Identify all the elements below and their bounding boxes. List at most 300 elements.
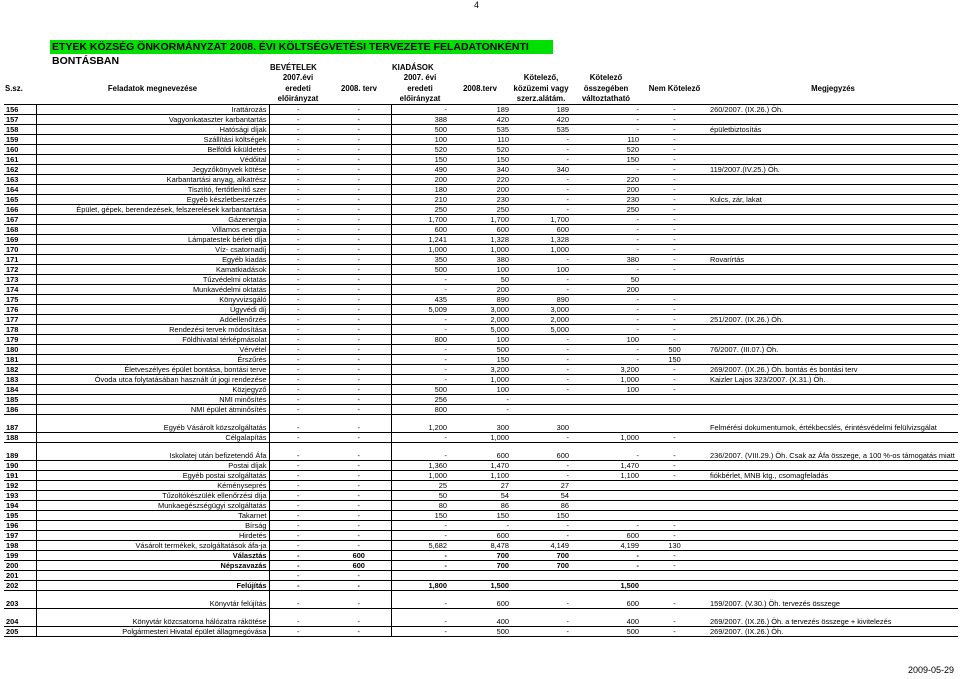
- kiad-eredeti: -: [391, 285, 449, 295]
- row-number: 201: [4, 571, 36, 581]
- row-number: 190: [4, 461, 36, 471]
- megjegyzes: [708, 265, 958, 275]
- table-row: [4, 491, 958, 501]
- row-name: Villamos energia: [36, 225, 269, 235]
- kozuzemi: [511, 405, 571, 415]
- nem-kotelezo: [641, 571, 708, 581]
- bev-terv: -: [327, 345, 391, 355]
- row-name: Bírság: [36, 521, 269, 531]
- row-name: Takarnet: [36, 511, 269, 521]
- header-kiadasok: KIADÁSOK: [392, 62, 434, 72]
- bev-eredeti: -: [269, 245, 327, 255]
- row-name: Könyvtár közcsatorna hálózatra rákötése: [36, 609, 269, 627]
- kozuzemi: -: [511, 461, 571, 471]
- row-name: Könyvtár felújítás: [36, 591, 269, 609]
- kozuzemi: [511, 571, 571, 581]
- bev-terv: -: [327, 571, 391, 581]
- bev-terv: -: [327, 175, 391, 185]
- row-number: 191: [4, 471, 36, 481]
- bev-eredeti: -: [269, 405, 327, 415]
- nem-kotelezo: -: [641, 115, 708, 125]
- kiad-terv: 380: [449, 255, 511, 265]
- megjegyzes: [708, 355, 958, 365]
- page-number: 4: [474, 0, 480, 10]
- kozuzemi: -: [511, 355, 571, 365]
- bev-eredeti: -: [269, 305, 327, 315]
- table-row: [4, 355, 958, 365]
- nem-kotelezo: -: [641, 521, 708, 531]
- kiad-eredeti: -: [391, 345, 449, 355]
- kozuzemi: -: [511, 335, 571, 345]
- osszegeben: 150: [571, 155, 641, 165]
- bev-eredeti: -: [269, 581, 327, 591]
- table-row: [4, 345, 958, 355]
- bev-terv: -: [327, 375, 391, 385]
- table-row: [4, 609, 958, 627]
- kiad-terv: 300: [449, 415, 511, 433]
- osszegeben: -: [571, 551, 641, 561]
- osszegeben: -: [571, 305, 641, 315]
- row-number: 164: [4, 185, 36, 195]
- kiad-eredeti: -: [391, 561, 449, 571]
- kozuzemi: -: [511, 365, 571, 375]
- bev-terv: -: [327, 115, 391, 125]
- bev-eredeti: -: [269, 255, 327, 265]
- header-kotelezo2: Kötelező: [589, 73, 623, 83]
- kiad-terv: 250: [449, 205, 511, 215]
- table-row: [4, 155, 958, 165]
- kozuzemi: -: [511, 255, 571, 265]
- megjegyzes: [708, 275, 958, 285]
- bev-terv: -: [327, 315, 391, 325]
- row-name: Könyvvizsgáló: [36, 295, 269, 305]
- bev-terv: -: [327, 335, 391, 345]
- osszegeben: -: [571, 165, 641, 175]
- bev-terv: 600: [327, 561, 391, 571]
- osszegeben: 3,200: [571, 365, 641, 375]
- bev-eredeti: -: [269, 355, 327, 365]
- header-bev-terv: 2008. terv: [341, 83, 377, 93]
- nem-kotelezo: -: [641, 145, 708, 155]
- osszegeben: -: [571, 105, 641, 115]
- header-nem-kotelezo: Nem Kötelező: [648, 83, 701, 93]
- kozuzemi: 100: [511, 265, 571, 275]
- bev-eredeti: -: [269, 591, 327, 609]
- kozuzemi: 5,000: [511, 325, 571, 335]
- nem-kotelezo: -: [641, 325, 708, 335]
- nem-kotelezo: 500: [641, 345, 708, 355]
- megjegyzes: [708, 205, 958, 215]
- nem-kotelezo: -: [641, 135, 708, 145]
- header-bevetelek: BEVÉTELEK: [270, 62, 317, 72]
- kiad-terv: 420: [449, 115, 511, 125]
- megjegyzes: [708, 581, 958, 591]
- kiad-terv: 1,500: [449, 581, 511, 591]
- table-row: [4, 627, 958, 637]
- table-row: [4, 265, 958, 275]
- megjegyzes: [708, 501, 958, 511]
- row-number: 187: [4, 415, 36, 433]
- table-row: [4, 385, 958, 395]
- table-row: [4, 541, 958, 551]
- bev-eredeti: -: [269, 105, 327, 115]
- kiad-terv: 400: [449, 609, 511, 627]
- osszegeben: -: [571, 265, 641, 275]
- row-name: Iskolatej után befizetendő Áfa: [36, 443, 269, 461]
- megjegyzes: [708, 541, 958, 551]
- megjegyzes: 269/2007. (IX.26.) Öh. bontás és bontási terv: [708, 365, 958, 375]
- megjegyzes: [708, 395, 958, 405]
- bev-terv: -: [327, 481, 391, 491]
- kiad-terv: 8,478: [449, 541, 511, 551]
- row-number: 160: [4, 145, 36, 155]
- bev-eredeti: -: [269, 433, 327, 443]
- nem-kotelezo: -: [641, 315, 708, 325]
- bev-terv: -: [327, 195, 391, 205]
- bev-eredeti: -: [269, 541, 327, 551]
- table-row: [4, 315, 958, 325]
- nem-kotelezo: -: [641, 245, 708, 255]
- row-name: Irattározás: [36, 105, 269, 115]
- header-bev-eredeti: eredeti: [285, 83, 311, 93]
- table-row: [4, 245, 958, 255]
- kozuzemi: -: [511, 135, 571, 145]
- header-kiad-eredeti: eredeti: [407, 83, 433, 93]
- bev-terv: -: [327, 541, 391, 551]
- row-number: 183: [4, 375, 36, 385]
- bev-terv: -: [327, 395, 391, 405]
- bev-terv: -: [327, 501, 391, 511]
- bev-eredeti: -: [269, 609, 327, 627]
- nem-kotelezo: [641, 405, 708, 415]
- kozuzemi: -: [511, 471, 571, 481]
- megjegyzes: [708, 225, 958, 235]
- bev-eredeti: -: [269, 571, 327, 581]
- kiad-eredeti: 600: [391, 225, 449, 235]
- osszegeben: 100: [571, 385, 641, 395]
- row-name: Egyéb Vásárolt közszolgáltatás: [36, 415, 269, 433]
- table-row: [4, 471, 958, 481]
- osszegeben: -: [571, 345, 641, 355]
- kiad-eredeti: 1,360: [391, 461, 449, 471]
- nem-kotelezo: -: [641, 365, 708, 375]
- bev-eredeti: -: [269, 551, 327, 561]
- header-bev-eloiranyzat: előirányzat: [269, 94, 327, 105]
- table-row: [4, 365, 958, 375]
- row-name: Célgalapítás: [36, 433, 269, 443]
- kozuzemi: -: [511, 175, 571, 185]
- kiad-eredeti: -: [391, 315, 449, 325]
- kiad-eredeti: 180: [391, 185, 449, 195]
- bev-eredeti: -: [269, 195, 327, 205]
- row-name: Karbantartási anyag, alkatrész: [36, 175, 269, 185]
- kiad-terv: -: [449, 521, 511, 531]
- megjegyzes: [708, 155, 958, 165]
- bev-eredeti: -: [269, 215, 327, 225]
- bev-terv: -: [327, 433, 391, 443]
- kiad-terv: 86: [449, 501, 511, 511]
- bev-terv: -: [327, 461, 391, 471]
- kozuzemi: -: [511, 345, 571, 355]
- row-name: Egyéb kiadás: [36, 255, 269, 265]
- row-number: 158: [4, 125, 36, 135]
- megjegyzes: [708, 511, 958, 521]
- kiad-eredeti: 1,000: [391, 471, 449, 481]
- kiad-terv: 100: [449, 265, 511, 275]
- osszegeben: -: [571, 295, 641, 305]
- kozuzemi: 54: [511, 491, 571, 501]
- bev-terv: -: [327, 443, 391, 461]
- row-name: Polgármesteri Hivatal épület állagmegóvása: [36, 627, 269, 637]
- megjegyzes: [708, 235, 958, 245]
- row-number: 198: [4, 541, 36, 551]
- row-name: Tűzvédelmi oktatás: [36, 275, 269, 285]
- kozuzemi: -: [511, 433, 571, 443]
- bev-eredeti: -: [269, 155, 327, 165]
- osszegeben: 520: [571, 145, 641, 155]
- kiad-eredeti: 256: [391, 395, 449, 405]
- bev-eredeti: -: [269, 461, 327, 471]
- row-name: Érszűrés: [36, 355, 269, 365]
- bev-eredeti: -: [269, 491, 327, 501]
- table-row: [4, 521, 958, 531]
- document-title: ETYEK KÖZSÉG ÖNKORMÁNYZAT 2008. ÉVI KÖLTSÉGVETÉSI TERVEZETE FELADATONKÉNTI BONTÁSBAN: [50, 40, 553, 54]
- bev-terv: -: [327, 145, 391, 155]
- kozuzemi: -: [511, 205, 571, 215]
- row-name: Adóellenőrzés: [36, 315, 269, 325]
- bev-eredeti: -: [269, 345, 327, 355]
- row-name: [36, 571, 269, 581]
- header-ssz: S.sz.: [5, 83, 23, 93]
- kiad-terv: 3,000: [449, 305, 511, 315]
- row-number: 169: [4, 235, 36, 245]
- nem-kotelezo: -: [641, 561, 708, 571]
- osszegeben: 400: [571, 609, 641, 627]
- kozuzemi: 700: [511, 551, 571, 561]
- nem-kotelezo: -: [641, 215, 708, 225]
- row-number: 171: [4, 255, 36, 265]
- bev-terv: 600: [327, 551, 391, 561]
- osszegeben: 500: [571, 627, 641, 637]
- kozuzemi: -: [511, 521, 571, 531]
- bev-eredeti: -: [269, 285, 327, 295]
- bev-eredeti: -: [269, 385, 327, 395]
- header-kiad-terv: 2008.terv: [463, 83, 497, 93]
- row-name: Egyéb postai szolgáltatás: [36, 471, 269, 481]
- nem-kotelezo: -: [641, 471, 708, 481]
- bev-terv: -: [327, 255, 391, 265]
- table-row: [4, 185, 958, 195]
- table-row: [4, 175, 958, 185]
- kiad-eredeti: 250: [391, 205, 449, 215]
- osszegeben: 200: [571, 185, 641, 195]
- osszegeben: [571, 405, 641, 415]
- header-bev-2007: 2007.évi: [282, 73, 314, 83]
- row-name: Vérvétel: [36, 345, 269, 355]
- bev-terv: -: [327, 405, 391, 415]
- megjegyzes: [708, 175, 958, 185]
- kiad-eredeti: 520: [391, 145, 449, 155]
- row-name: Rendezési tervek módosítása: [36, 325, 269, 335]
- row-number: 168: [4, 225, 36, 235]
- kozuzemi: 150: [511, 511, 571, 521]
- row-name: Óvoda utca folytatásában használt út jogi rendezése: [36, 375, 269, 385]
- osszegeben: -: [571, 125, 641, 135]
- table-row: [4, 305, 958, 315]
- row-name: Munkavédelmi oktatás: [36, 285, 269, 295]
- row-name: Népszavazás: [36, 561, 269, 571]
- table-row: [4, 295, 958, 305]
- bev-eredeti: -: [269, 225, 327, 235]
- megjegyzes: 159/2007. (V.30.) Öh. tervezés összege: [708, 591, 958, 609]
- kiad-terv: 150: [449, 355, 511, 365]
- kozuzemi: 300: [511, 415, 571, 433]
- bev-terv: -: [327, 521, 391, 531]
- bev-eredeti: -: [269, 627, 327, 637]
- bev-terv: -: [327, 491, 391, 501]
- header-szerz: szerz.alátám.: [511, 94, 571, 105]
- row-number: 205: [4, 627, 36, 637]
- kiad-terv: 50: [449, 275, 511, 285]
- table-row: [4, 395, 958, 405]
- row-name: Vagyonkataszter karbantartás: [36, 115, 269, 125]
- kiad-terv: 535: [449, 125, 511, 135]
- bev-eredeti: -: [269, 443, 327, 461]
- bev-terv: -: [327, 135, 391, 145]
- row-name: NMI minősítés: [36, 395, 269, 405]
- bev-eredeti: -: [269, 501, 327, 511]
- osszegeben: 1,500: [571, 581, 641, 591]
- row-number: 159: [4, 135, 36, 145]
- bev-terv: -: [327, 185, 391, 195]
- nem-kotelezo: [641, 481, 708, 491]
- megjegyzes: 76/2007. (III.07.) Öh.: [708, 345, 958, 355]
- nem-kotelezo: [641, 491, 708, 501]
- row-number: 204: [4, 609, 36, 627]
- megjegyzes: 260/2007. (IX.26.) Öh.: [708, 105, 958, 115]
- kozuzemi: 189: [511, 105, 571, 115]
- kiad-terv: 600: [449, 531, 511, 541]
- kiad-terv: 500: [449, 627, 511, 637]
- nem-kotelezo: -: [641, 265, 708, 275]
- osszegeben: -: [571, 561, 641, 571]
- osszegeben: -: [571, 235, 641, 245]
- table-row: [4, 415, 958, 433]
- megjegyzes: Kulcs, zár, lakat: [708, 195, 958, 205]
- table-row: [4, 443, 958, 461]
- bev-terv: -: [327, 511, 391, 521]
- kozuzemi: 700: [511, 561, 571, 571]
- kiad-terv: 110: [449, 135, 511, 145]
- bev-eredeti: -: [269, 295, 327, 305]
- nem-kotelezo: -: [641, 443, 708, 461]
- row-number: 162: [4, 165, 36, 175]
- osszegeben: 380: [571, 255, 641, 265]
- kiad-eredeti: -: [391, 375, 449, 385]
- row-number: 181: [4, 355, 36, 365]
- osszegeben: -: [571, 325, 641, 335]
- kozuzemi: 420: [511, 115, 571, 125]
- kiad-eredeti: 1,700: [391, 215, 449, 225]
- kiad-terv: 1,700: [449, 215, 511, 225]
- kiad-eredeti: 500: [391, 265, 449, 275]
- osszegeben: 4,199: [571, 541, 641, 551]
- osszegeben: 600: [571, 531, 641, 541]
- row-number: 180: [4, 345, 36, 355]
- nem-kotelezo: -: [641, 195, 708, 205]
- kozuzemi: 2,000: [511, 315, 571, 325]
- osszegeben: [571, 491, 641, 501]
- bev-eredeti: -: [269, 235, 327, 245]
- table-row: [4, 405, 958, 415]
- kiad-eredeti: 435: [391, 295, 449, 305]
- row-number: 179: [4, 335, 36, 345]
- row-number: 157: [4, 115, 36, 125]
- table-row: [4, 195, 958, 205]
- osszegeben: 200: [571, 285, 641, 295]
- kiad-terv: 1,470: [449, 461, 511, 471]
- table-header: [4, 62, 958, 105]
- megjegyzes: [708, 521, 958, 531]
- table-row: [4, 551, 958, 561]
- bev-eredeti: -: [269, 511, 327, 521]
- kiad-terv: -: [449, 405, 511, 415]
- nem-kotelezo: -: [641, 225, 708, 235]
- bev-terv: -: [327, 325, 391, 335]
- bev-eredeti: -: [269, 315, 327, 325]
- kiad-eredeti: 210: [391, 195, 449, 205]
- kozuzemi: -: [511, 627, 571, 637]
- nem-kotelezo: [641, 285, 708, 295]
- kiad-eredeti: 100: [391, 135, 449, 145]
- nem-kotelezo: [641, 395, 708, 405]
- kiad-eredeti: 800: [391, 335, 449, 345]
- row-number: 196: [4, 521, 36, 531]
- bev-eredeti: -: [269, 375, 327, 385]
- row-name: Szállítási költségek: [36, 135, 269, 145]
- kiad-terv: 340: [449, 165, 511, 175]
- nem-kotelezo: -: [641, 175, 708, 185]
- bev-terv: -: [327, 531, 391, 541]
- megjegyzes: Kaizler Lajos 323/2007. (X.31.) Öh.: [708, 375, 958, 385]
- osszegeben: -: [571, 315, 641, 325]
- kiad-terv: 200: [449, 185, 511, 195]
- bev-eredeti: -: [269, 135, 327, 145]
- bev-eredeti: -: [269, 165, 327, 175]
- row-name: Jegyzőkönyvek kötése: [36, 165, 269, 175]
- row-name: Kéményseprés: [36, 481, 269, 491]
- bev-terv: -: [327, 591, 391, 609]
- kiad-eredeti: 500: [391, 125, 449, 135]
- bev-eredeti: -: [269, 335, 327, 345]
- kiad-terv: 200: [449, 285, 511, 295]
- nem-kotelezo: -: [641, 335, 708, 345]
- row-name: Belföldi kiküldetés: [36, 145, 269, 155]
- row-name: Közjegyző: [36, 385, 269, 395]
- bev-terv: -: [327, 235, 391, 245]
- megjegyzes: Rovarírtás: [708, 255, 958, 265]
- kiad-eredeti: 1,800: [391, 581, 449, 591]
- row-number: 165: [4, 195, 36, 205]
- kozuzemi: 4,149: [511, 541, 571, 551]
- kozuzemi: -: [511, 275, 571, 285]
- bev-terv: -: [327, 165, 391, 175]
- bev-terv: -: [327, 215, 391, 225]
- bev-eredeti: -: [269, 145, 327, 155]
- megjegyzes: [708, 115, 958, 125]
- bev-eredeti: -: [269, 395, 327, 405]
- row-name: Életveszélyes épület bontása, bontási terve: [36, 365, 269, 375]
